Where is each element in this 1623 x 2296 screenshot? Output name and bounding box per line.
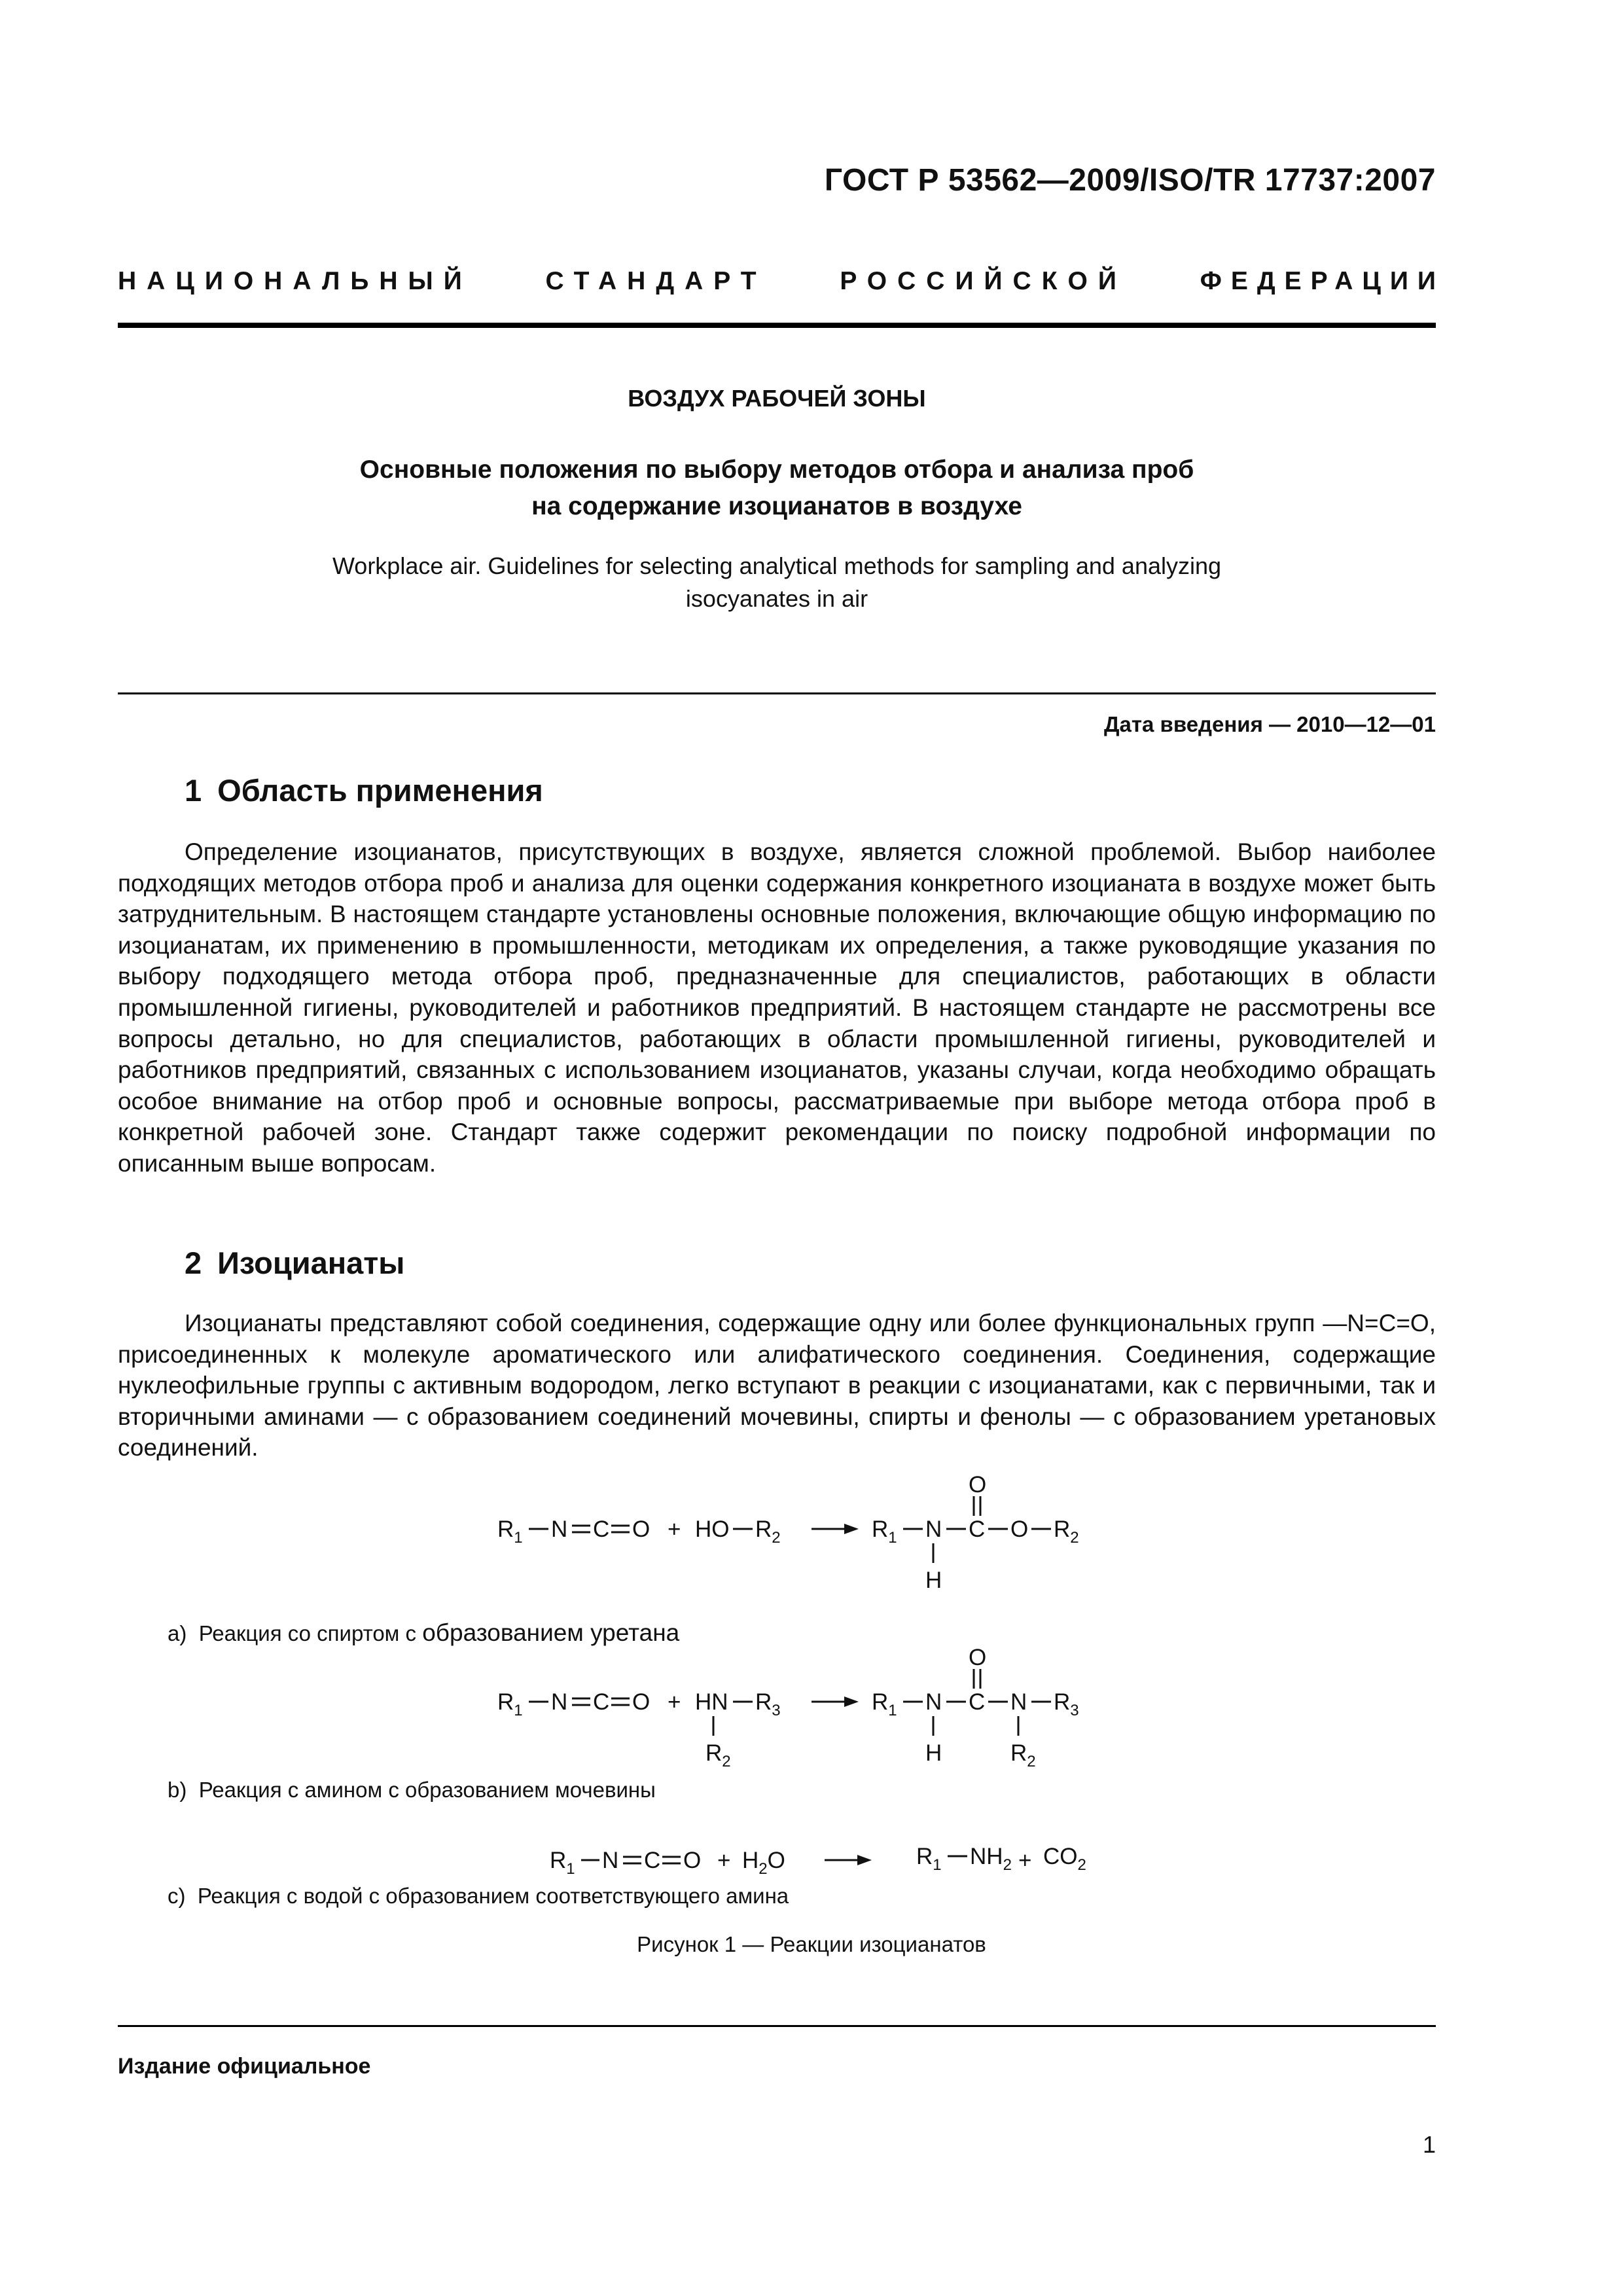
header-rule xyxy=(118,323,1436,328)
banner-word: ФЕДЕРАЦИИ xyxy=(1200,267,1445,295)
svg-text:R1: $R_1$ xyxy=(872,1516,897,1547)
subtitle-line: Основные положения по выбору методов отбора и анализа проб xyxy=(359,456,1194,484)
svg-text:C: C xyxy=(969,1689,986,1715)
section-number: 1 xyxy=(185,773,202,808)
caption-text: Реакция с водой с образованием соответствующего амина xyxy=(197,1884,789,1908)
svg-text:O: O xyxy=(969,1645,987,1670)
svg-text:R1: $R_1$ xyxy=(872,1689,897,1719)
svg-text:N: N xyxy=(551,1689,568,1715)
document-code: ГОСТ Р 53562—2009/ISO/TR 17737:2007 xyxy=(824,163,1436,198)
svg-text:N: N xyxy=(602,1848,619,1873)
svg-text:C: C xyxy=(644,1848,661,1873)
svg-text:C: C xyxy=(593,1516,610,1542)
svg-text:R1: $R_1$ xyxy=(497,1689,523,1719)
svg-text:O: O xyxy=(632,1516,651,1542)
svg-text:R1: $R_1$ xyxy=(916,1844,942,1874)
svg-text:R1: $R_1$ xyxy=(550,1848,575,1878)
section-2-heading xyxy=(185,1245,404,1281)
svg-text:R3: $R_3$ xyxy=(1054,1689,1079,1719)
svg-text:+: + xyxy=(668,1516,681,1542)
page-number: 1 xyxy=(1422,2131,1436,2158)
banner-word: СТАНДАРТ xyxy=(545,267,767,295)
reaction-c-caption xyxy=(168,1884,789,1909)
svg-text:N: N xyxy=(925,1516,942,1542)
svg-text:H: H xyxy=(925,1740,942,1766)
svg-text:R1: $R_1$ xyxy=(497,1516,523,1547)
svg-text:+: + xyxy=(668,1689,681,1715)
svg-text:O: O xyxy=(683,1848,702,1873)
svg-text:+: + xyxy=(1018,1848,1032,1873)
svg-text:R3: $R_3$ xyxy=(755,1689,781,1719)
english-title-line: isocyanates in air xyxy=(685,585,868,612)
svg-text:R2: $R_2$ xyxy=(705,1740,731,1770)
svg-text:R2: $R_2$ xyxy=(1010,1740,1036,1770)
section-title: Изоцианаты xyxy=(217,1246,405,1280)
svg-text:NH2: $NH_2$ xyxy=(970,1844,1012,1874)
svg-text:H: H xyxy=(925,1568,942,1593)
section-number: 2 xyxy=(185,1246,202,1280)
official-edition-label: Издание официальное xyxy=(118,2054,371,2079)
svg-text:HO: HO xyxy=(695,1516,730,1542)
svg-text:+: + xyxy=(717,1848,731,1873)
section-1-heading xyxy=(185,772,543,808)
reaction-a-diagram xyxy=(0,1466,1623,1623)
svg-text:R2: $R_2$ xyxy=(1054,1516,1079,1547)
subtitle-line: на содержание изоцианатов в воздухе xyxy=(531,492,1022,520)
section-1-text: Определение изоцианатов, присутствующих в воздухе, является сложной проблемой. Выбор наиболее подходящих методов отбора проб и анализа для оценки содержания конкретного изоцианата в воздухе может быть затруднительным. В настоящем стандарте установлены основные положения, включающие общую информацию по изоцианатам, их применению в промышленности, методикам их определения, а также руководящие указания по выбору подходящего метода отбора проб, предназначенные для специалистов, работающих в области промышленной гигиены, руководителей и работников предприятий. В настоящем стандарте не рассмотрены все вопросы детально, но для специалистов, работающих в области промышленной гигиены, руководителей и работников предприятий, связанных с использованием изоцианатов, указаны случаи, когда необходимо обращать особое внимание на отбор проб и основные вопросы, рассматриваемые при выборе метода отбора проб в конкретной рабочей зоне. Стандарт также содержит рекомендации по поиску подробной информации по описанным выше вопросам. xyxy=(118,838,1436,1177)
caption-label: b) xyxy=(168,1778,187,1802)
introduction-date: Дата введения — 2010—12—01 xyxy=(1104,712,1436,736)
svg-text:HN: HN xyxy=(695,1689,728,1715)
document-title: ВОЗДУХ РАБОЧЕЙ ЗОНЫ xyxy=(628,385,926,412)
banner-word: НАЦИОНАЛЬНЫЙ xyxy=(118,267,473,295)
banner-word: РОССИЙСКОЙ xyxy=(840,267,1127,295)
figure-title: Рисунок 1 — Реакции изоцианатов xyxy=(637,1932,986,1956)
caption-text: Реакция со спиртом с xyxy=(198,1621,423,1645)
footer-rule xyxy=(118,2025,1436,2027)
svg-text:N: N xyxy=(551,1516,568,1542)
english-title xyxy=(118,550,1436,615)
caption-text: образованием уретана xyxy=(422,1619,680,1646)
svg-text:C: C xyxy=(593,1689,610,1715)
reaction-b-diagram xyxy=(0,1636,1623,1780)
svg-text:R2: $R_2$ xyxy=(755,1516,781,1547)
caption-text: Реакция с амином с образованием мочевины xyxy=(198,1778,656,1802)
section-title: Область применения xyxy=(217,773,543,808)
svg-text:H2O: $H_2O$ xyxy=(742,1848,785,1878)
section-2-text: Изоцианаты представляют собой соединения, содержащие одну или более функциональных групп —N=C=O, присоединенных к молекуле ароматического или алифатического соединения. Соединения, содержащие нуклеофильные группы с активным водородом, легко вступают в реакции с изоцианатами, как с первичными, так и вторичными аминами — с образованием соединений мочевины, спирты и фенолы — с образованием уретановых соединений. xyxy=(118,1310,1436,1462)
caption-label: a) xyxy=(168,1621,187,1645)
svg-text:N: N xyxy=(925,1689,942,1715)
svg-text:O: O xyxy=(969,1472,987,1498)
svg-text:CO2: $CO_2$ xyxy=(1043,1844,1086,1874)
reaction-c-diagram xyxy=(0,1833,1623,1885)
title-rule xyxy=(118,692,1436,694)
reaction-b-caption xyxy=(168,1778,656,1803)
svg-text:O: O xyxy=(1010,1516,1029,1542)
svg-text:N: N xyxy=(1010,1689,1027,1715)
caption-label: c) xyxy=(168,1884,186,1908)
svg-text:C: C xyxy=(969,1516,986,1542)
english-title-line: Workplace air. Guidelines for selecting analytical methods for sampling and analyzing xyxy=(332,552,1222,579)
svg-text:O: O xyxy=(632,1689,651,1715)
document-subtitle xyxy=(118,452,1436,525)
national-standard-banner xyxy=(118,267,1445,296)
